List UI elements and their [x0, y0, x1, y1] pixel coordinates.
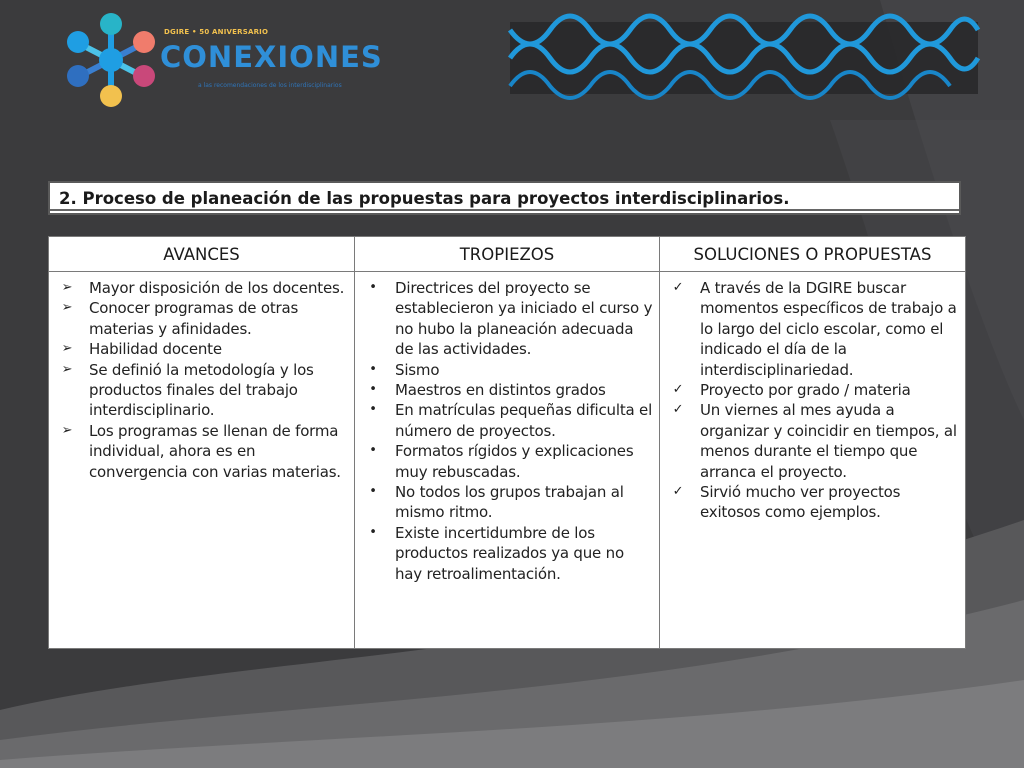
- section-title-box: [48, 181, 961, 215]
- list-item: ✓ Un viernes al mes ayuda a organizar y coincidir en tiempos, al menos durante el tiempo que arranca el proyecto.: [666, 400, 959, 482]
- check-bullet-icon: ✓: [672, 280, 684, 295]
- list-item: • Maestros en distintos grados: [361, 380, 653, 400]
- arrow-bullet-icon: ➢: [61, 422, 73, 438]
- list-item: ➢ Habilidad docente: [55, 339, 348, 359]
- avances-list: [55, 278, 348, 482]
- header-soluciones: SOLUCIONES O PROPUESTAS: [660, 237, 966, 272]
- check-bullet-icon: ✓: [672, 402, 684, 418]
- tropiezos-list: [361, 278, 653, 584]
- logo-subline: a las recomendaciones de los interdisciplinarios: [198, 82, 342, 89]
- list-item: • Formatos rígidos y explicaciones muy rebuscadas.: [361, 441, 653, 482]
- arrow-bullet-icon: ➢: [61, 341, 73, 357]
- list-item: ➢ Mayor disposición de los docentes.: [55, 278, 348, 298]
- list-item: • En matrículas pequeñas dificulta el número de proyectos.: [361, 400, 653, 441]
- logo-wordmark: CONEXIONES: [160, 40, 383, 74]
- dot-bullet-icon: •: [369, 484, 377, 500]
- dot-bullet-icon: •: [369, 524, 377, 540]
- conexiones-logo: [66, 12, 406, 108]
- table-body-row: [49, 272, 966, 649]
- avances-cell: [49, 272, 355, 649]
- dot-bullet-icon: •: [369, 361, 377, 377]
- section-title: 2. Proceso de planeación de las propuestas para proyectos interdisciplinarios.: [59, 189, 790, 208]
- header-avances: AVANCES: [49, 237, 355, 272]
- dot-bullet-icon: •: [369, 443, 377, 459]
- soluciones-list: [666, 278, 959, 523]
- list-item: ✓ Sirvió mucho ver proyectos exitosos como ejemplos.: [666, 482, 959, 523]
- header-tropiezos: TROPIEZOS: [355, 237, 660, 272]
- dot-bullet-icon: •: [369, 280, 377, 295]
- dot-bullet-icon: •: [369, 402, 377, 418]
- list-item: ➢ Se definió la metodología y los productos finales del trabajo interdisciplinario.: [55, 360, 348, 421]
- list-item: ➢ Conocer programas de otras materias y afinidades.: [55, 298, 348, 339]
- dot-bullet-icon: •: [369, 382, 377, 398]
- check-bullet-icon: ✓: [672, 382, 684, 398]
- molecule-logo-icon: [66, 12, 156, 108]
- check-bullet-icon: ✓: [672, 484, 684, 500]
- blue-pattern-band: [510, 16, 978, 98]
- arrow-bullet-icon: ➢: [61, 361, 73, 377]
- logo-top-line: DGIRE • 50 ANIVERSARIO: [164, 28, 269, 36]
- tropiezos-cell: [355, 272, 660, 649]
- list-item: • Sismo: [361, 360, 653, 380]
- list-item: • Existe incertidumbre de los productos realizados ya que no hay retroalimentación.: [361, 523, 653, 584]
- arrow-bullet-icon: ➢: [61, 280, 73, 295]
- planning-table: [48, 236, 966, 649]
- arrow-bullet-icon: ➢: [61, 300, 73, 316]
- list-item: ✓ Proyecto por grado / materia: [666, 380, 959, 400]
- table-header-row: [49, 237, 966, 272]
- list-item: • Directrices del proyecto se establecieron ya iniciado el curso y no hubo la planeación adecuada de las actividades.: [361, 278, 653, 360]
- list-item: ✓ A través de la DGIRE buscar momentos específicos de trabajo a lo largo del ciclo escolar, como el indicado el día de la interdisciplinariedad.: [666, 278, 959, 380]
- soluciones-cell: [660, 272, 966, 649]
- list-item: ➢ Los programas se llenan de forma individual, ahora es en convergencia con varias materias.: [55, 421, 348, 482]
- list-item: • No todos los grupos trabajan al mismo ritmo.: [361, 482, 653, 523]
